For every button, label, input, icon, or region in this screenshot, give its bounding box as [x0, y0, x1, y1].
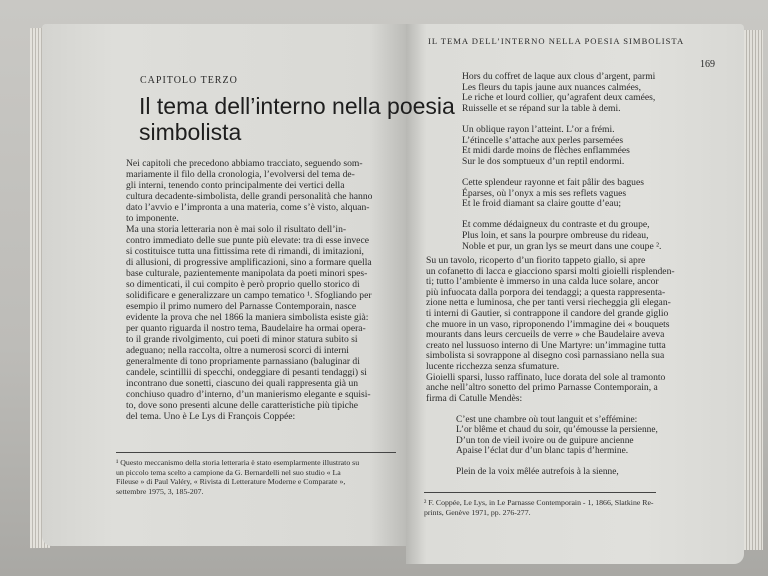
title-line: Il tema dell’interno nella poesia	[139, 93, 455, 119]
footnote-rule-left	[116, 452, 396, 453]
body-line: Ma una storia letteraria non è mai solo il risultato dell’in-	[126, 224, 347, 235]
verse-line: Le riche et lourd collier, qu’agrafent deux camées,	[462, 92, 656, 104]
verse-line: Plus loin, et sans la pourpre ombreuse du rideau,	[462, 230, 649, 241]
body-line: to, dove sono presenti alcune delle caratteristiche più tipiche	[126, 400, 359, 411]
chapter-title	[139, 93, 455, 145]
body-line: anche nell’altro sonetto del primo Parnasse Contemporain, a	[426, 382, 658, 394]
verse-line: Noble et pur, un gran lys se meurt dans une coupe ².	[462, 240, 662, 252]
body-line: che muore in un vaso, riproponendo l’immagine dei « bouquets	[426, 318, 670, 330]
verse-line: Un oblique rayon l’atteint. L’or a frémi.	[462, 124, 615, 135]
footnote-rule-right	[424, 492, 656, 493]
body-line: ti interni di Gautier, si contrappone il candore del grande giglio	[426, 308, 669, 319]
verse-line: Éparses, où l’onyx a mis ses reflets vagues	[462, 187, 627, 199]
verse-line: L’étincelle s’attache aux perles parsemées	[462, 134, 624, 146]
verse-line: D’un ton de vieil ivoire ou de guipure ancienne	[456, 435, 634, 446]
chapter-label: CAPITOLO TERZO	[140, 75, 238, 86]
title-line: simbolista	[139, 119, 242, 145]
body-line: mariamente il filo della cronologia, l’evolversi del tema de-	[126, 169, 355, 180]
body-line: candele, scintillii di specchi, ondeggiare di pesanti tendaggi) si	[126, 367, 367, 378]
verse-line: C’est une chambre où tout languit et s’effémine:	[456, 415, 638, 425]
body-line: solidificare e generalizzare un campo tematico ¹. Sfogliando per	[126, 290, 372, 301]
footnote-line: ¹ Questo meccanismo della storia letteraria è stato esemplarmente illustrato su	[116, 458, 360, 467]
verse-line: Cette splendeur rayonne et fait pâlir des bagues	[462, 177, 644, 188]
body-line: generalmente di tono propriamente parnassiano (baluginar di	[126, 356, 360, 367]
body-line: esempio il primo numero del Parnasse Contemporain, nasce	[126, 301, 357, 312]
footnote-line: un piccolo tema scelto a campione da G. Bernardelli nel suo studio « La	[116, 467, 341, 477]
body-line: so dimenticati, il cui compito è però proprio quello storico di	[126, 279, 360, 290]
body-line: più infuocata dalla porpora dei tendaggi; a questa rappresenta-	[426, 286, 666, 298]
body-line: si costituisce tutta una fittissima rete di rimandi, di imitazioni,	[126, 246, 364, 257]
body-line: dato l’avvio e l’impronta a una materia, come s’è visto, alquan-	[126, 202, 370, 213]
body-line: cultura decadente-simbolista, delle grandi personalità che hanno	[126, 191, 373, 202]
body-line: Su un tavolo, ricoperto d’un fiorito tappeto giallo, si apre	[426, 255, 646, 266]
verse-line: Et midi darde moins de flèches enflammées	[462, 145, 630, 157]
body-line: to imponente.	[126, 213, 179, 224]
body-line: Gioielli sparsi, lusso raffinato, luce dorata del sole al tramonto	[426, 371, 666, 383]
body-line: un cofanetto di lacca e giacciono sparsi molti gioielli risplenden-	[426, 265, 675, 277]
verse-line: Sur le dos somptueux d’un reptil endormi.	[462, 155, 625, 167]
verse-line: Ruisselle et se répand sur la table à demi.	[462, 102, 621, 114]
body-line: zione netta e luminosa, che per tanti versi riecheggia gli elegan-	[426, 297, 671, 309]
body-line: gli interni, tenendo conto principalmente dei vertici della	[126, 180, 345, 191]
verse-line: Hors du coffret de laque aux clous d’argent, parmi	[462, 71, 656, 82]
body-line: lucente ricchezza senza sfumature.	[426, 361, 560, 372]
page-number: 169	[700, 59, 715, 70]
body-line: conchiuso quadro d’interno, d’un manierismo elegante e squisi-	[126, 389, 371, 400]
body-line: Nei capitoli che precedono abbiamo tracciato, seguendo som-	[126, 158, 363, 169]
footnote-line: Fileuse » di Paul Valéry, « Rivista di Letterature Moderne e Comparate »,	[116, 477, 346, 486]
body-line: simbolista si sovrappone al disegno così parnassiano nella sua	[426, 350, 665, 362]
body-line: mourants dans leurs cercueils de verre » che Baudelaire aveva	[426, 329, 665, 341]
body-line: evidente la prova che nel 1866 la maniera simbolista esiste già:	[126, 312, 369, 323]
body-line: per quanto riguarda il nostro tema, Baudelaire ha ormai opera-	[126, 323, 366, 334]
body-line: firma di Catulle Mendès:	[426, 392, 523, 404]
verse-line: Les fleurs du tapis jaune aux nuances calmées,	[462, 81, 642, 93]
verse-line: Plein de la voix mêlée autrefois à la sienne,	[456, 467, 619, 477]
footnote-line: prints, Genève 1971, pp. 276-277.	[424, 508, 531, 517]
body-line: to il grande rivolgimento, cui poeti di minor statura subito si	[126, 334, 358, 345]
body-line: incontrano due sonetti, ciascuno dei quali rappresenta già un	[126, 378, 359, 389]
body-line: ti; tutto l’ambiente è immerso in una calda luce solare, ancor	[426, 276, 659, 288]
body-line: creato nel lussuoso interno di Une Martyre: un’immagine tutta	[426, 339, 666, 351]
body-line: base culturale, pazientemente manipolata da poeti minori spes-	[126, 268, 368, 279]
body-line: del tema. Uno è Le Lys di François Coppée:	[126, 411, 296, 422]
body-line: contro immediato delle sue punte più elevate: tra di esse invece	[126, 235, 369, 246]
running-head: IL TEMA DELL’INTERNO NELLA POESIA SIMBOLISTA	[428, 36, 685, 46]
footnote-line: settembre 1975, 3, 185-207.	[116, 486, 204, 496]
footnote-line: ² F. Coppée, Le Lys, in Le Parnasse Contemporain - 1, 1866, Slatkine Re-	[424, 498, 654, 507]
body-line: di allusioni, di progressive amplificazioni, sino a formare quella	[126, 257, 372, 268]
verse-line: Apaise l’éclat dur d’un blanc tapis d’hermine.	[456, 446, 629, 457]
verse-line: Et comme dédaigneux du contraste et du groupe,	[462, 219, 650, 231]
verse-line: L’or blême et chaud du soir, qu’émousse la persienne,	[456, 425, 658, 436]
verse-line: Et le froid diamant sa claire goutte d’eau;	[462, 198, 622, 210]
body-line: adeguano; nella raccolta, oltre a numerosi scorci di interni	[126, 345, 349, 356]
